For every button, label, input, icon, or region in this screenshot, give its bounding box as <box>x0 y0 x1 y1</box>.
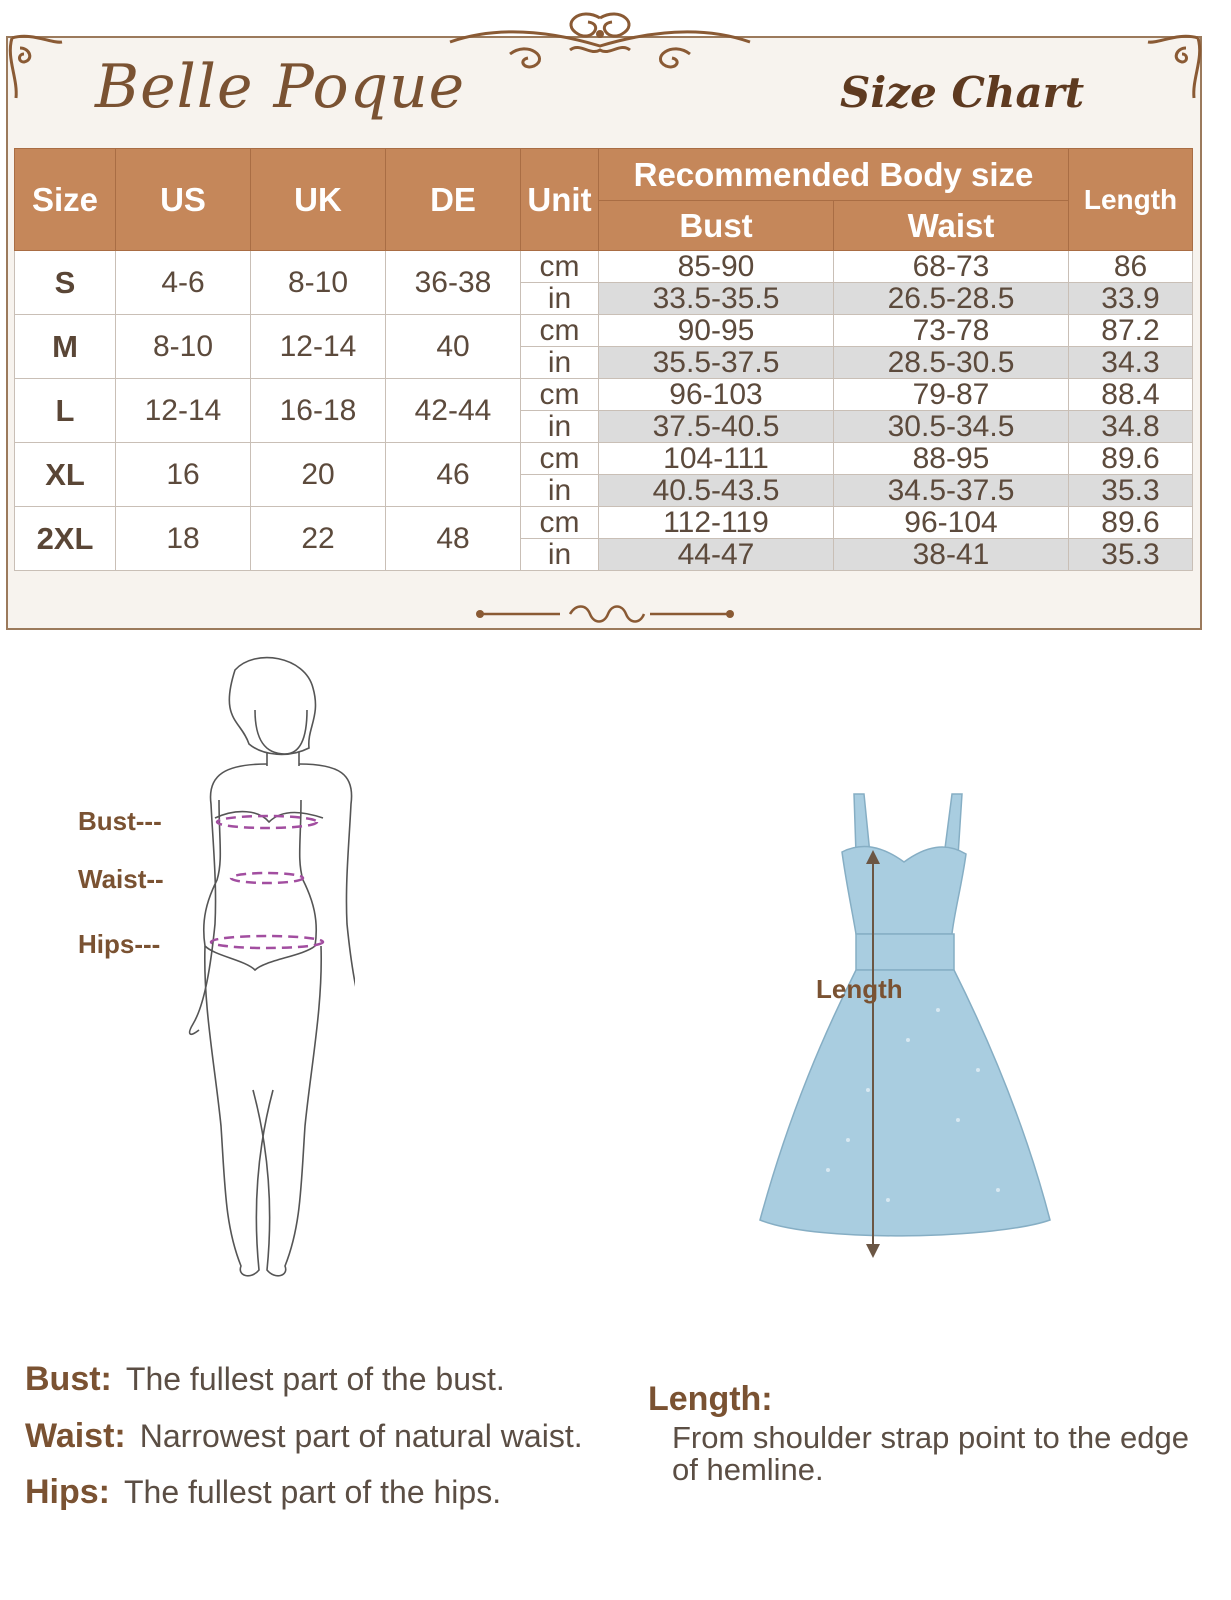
size-cell: XL <box>15 443 116 507</box>
bust-cm-cell: 112-119 <box>599 507 834 539</box>
header-recommended-body-size: Recommended Body size <box>599 149 1069 201</box>
page-title: Size Chart <box>840 68 1085 117</box>
unit-cell: cm <box>521 379 599 411</box>
uk-cell: 20 <box>251 443 386 507</box>
waist-cm-cell: 68-73 <box>834 251 1069 283</box>
bust-cm-cell: 96-103 <box>599 379 834 411</box>
waist-cm-cell: 88-95 <box>834 443 1069 475</box>
length-in-cell: 34.3 <box>1069 347 1193 379</box>
unit-cell: in <box>521 347 599 379</box>
de-cell: 48 <box>386 507 521 571</box>
waist-label: Waist-- <box>78 864 164 894</box>
bust-text: The fullest part of the bust. <box>125 1361 505 1397</box>
length-in-cell: 35.3 <box>1069 475 1193 507</box>
size-table <box>14 148 1193 571</box>
bust-cm-cell: 90-95 <box>599 315 834 347</box>
header-bust: Bust <box>599 201 834 251</box>
header-length: Length <box>1069 149 1193 251</box>
us-cell: 8-10 <box>116 315 251 379</box>
bust-in-cell: 44-47 <box>599 539 834 571</box>
body-figure-illustration <box>175 650 355 1300</box>
us-cell: 12-14 <box>116 379 251 443</box>
unit-cell: in <box>521 411 599 443</box>
length-cm-cell: 89.6 <box>1069 507 1193 539</box>
header-de: DE <box>386 149 521 251</box>
size-cell: 2XL <box>15 507 116 571</box>
length-cm-cell: 86 <box>1069 251 1193 283</box>
bust-term: Bust: <box>25 1360 112 1398</box>
table-row <box>15 443 1193 475</box>
length-in-cell: 33.9 <box>1069 283 1193 315</box>
bust-definition <box>25 1360 505 1399</box>
waist-cm-cell: 96-104 <box>834 507 1069 539</box>
uk-cell: 8-10 <box>251 251 386 315</box>
hips-label: Hips--- <box>78 929 161 959</box>
waist-in-cell: 30.5-34.5 <box>834 411 1069 443</box>
waist-in-cell: 26.5-28.5 <box>834 283 1069 315</box>
bust-label: Bust--- <box>78 806 162 836</box>
length-label: Length <box>816 974 903 1004</box>
top-center-ornament-icon <box>440 4 760 74</box>
us-cell: 4-6 <box>116 251 251 315</box>
unit-cell: in <box>521 475 599 507</box>
dress-illustration <box>758 790 1058 1270</box>
unit-cell: cm <box>521 315 599 347</box>
unit-cell: cm <box>521 251 599 283</box>
header-size: Size <box>15 149 116 251</box>
de-cell: 36-38 <box>386 251 521 315</box>
waist-definition <box>25 1417 583 1456</box>
waist-term: Waist: <box>25 1417 126 1455</box>
us-cell: 18 <box>116 507 251 571</box>
table-row <box>15 507 1193 539</box>
unit-cell: cm <box>521 507 599 539</box>
hips-definition <box>25 1473 501 1512</box>
length-term: Length: <box>648 1380 773 1418</box>
length-cm-cell: 87.2 <box>1069 315 1193 347</box>
length-in-cell: 34.8 <box>1069 411 1193 443</box>
top-left-corner-ornament-icon <box>2 30 72 110</box>
uk-cell: 22 <box>251 507 386 571</box>
waist-in-cell: 28.5-30.5 <box>834 347 1069 379</box>
bust-cm-cell: 104-111 <box>599 443 834 475</box>
length-cm-cell: 88.4 <box>1069 379 1193 411</box>
table-row <box>15 251 1193 283</box>
bust-in-cell: 40.5-43.5 <box>599 475 834 507</box>
hips-term: Hips: <box>25 1473 110 1511</box>
unit-cell: in <box>521 539 599 571</box>
top-right-corner-ornament-icon <box>1128 30 1208 110</box>
unit-cell: cm <box>521 443 599 475</box>
brand-logo: Belle Poque <box>95 52 466 122</box>
waist-text: Narrowest part of natural waist. <box>139 1418 583 1454</box>
waist-in-cell: 38-41 <box>834 539 1069 571</box>
de-cell: 42-44 <box>386 379 521 443</box>
length-cm-cell: 89.6 <box>1069 443 1193 475</box>
de-cell: 40 <box>386 315 521 379</box>
bust-in-cell: 33.5-35.5 <box>599 283 834 315</box>
us-cell: 16 <box>116 443 251 507</box>
bust-in-cell: 35.5-37.5 <box>599 347 834 379</box>
bust-in-cell: 37.5-40.5 <box>599 411 834 443</box>
size-cell: M <box>15 315 116 379</box>
uk-cell: 16-18 <box>251 379 386 443</box>
waist-cm-cell: 73-78 <box>834 315 1069 347</box>
waist-cm-cell: 79-87 <box>834 379 1069 411</box>
length-in-cell: 35.3 <box>1069 539 1193 571</box>
hips-text: The fullest part of the hips. <box>124 1474 502 1510</box>
table-row <box>15 315 1193 347</box>
uk-cell: 12-14 <box>251 315 386 379</box>
bust-cm-cell: 85-90 <box>599 251 834 283</box>
size-cell: L <box>15 379 116 443</box>
header-unit: Unit <box>521 149 599 251</box>
unit-cell: in <box>521 283 599 315</box>
table-row <box>15 379 1193 411</box>
bottom-center-ornament-icon <box>470 596 740 630</box>
waist-in-cell: 34.5-37.5 <box>834 475 1069 507</box>
length-text: From shoulder strap point to the edge of hemline. <box>672 1420 1189 1487</box>
de-cell: 46 <box>386 443 521 507</box>
header-us: US <box>116 149 251 251</box>
header-uk: UK <box>251 149 386 251</box>
header-waist: Waist <box>834 201 1069 251</box>
size-cell: S <box>15 251 116 315</box>
